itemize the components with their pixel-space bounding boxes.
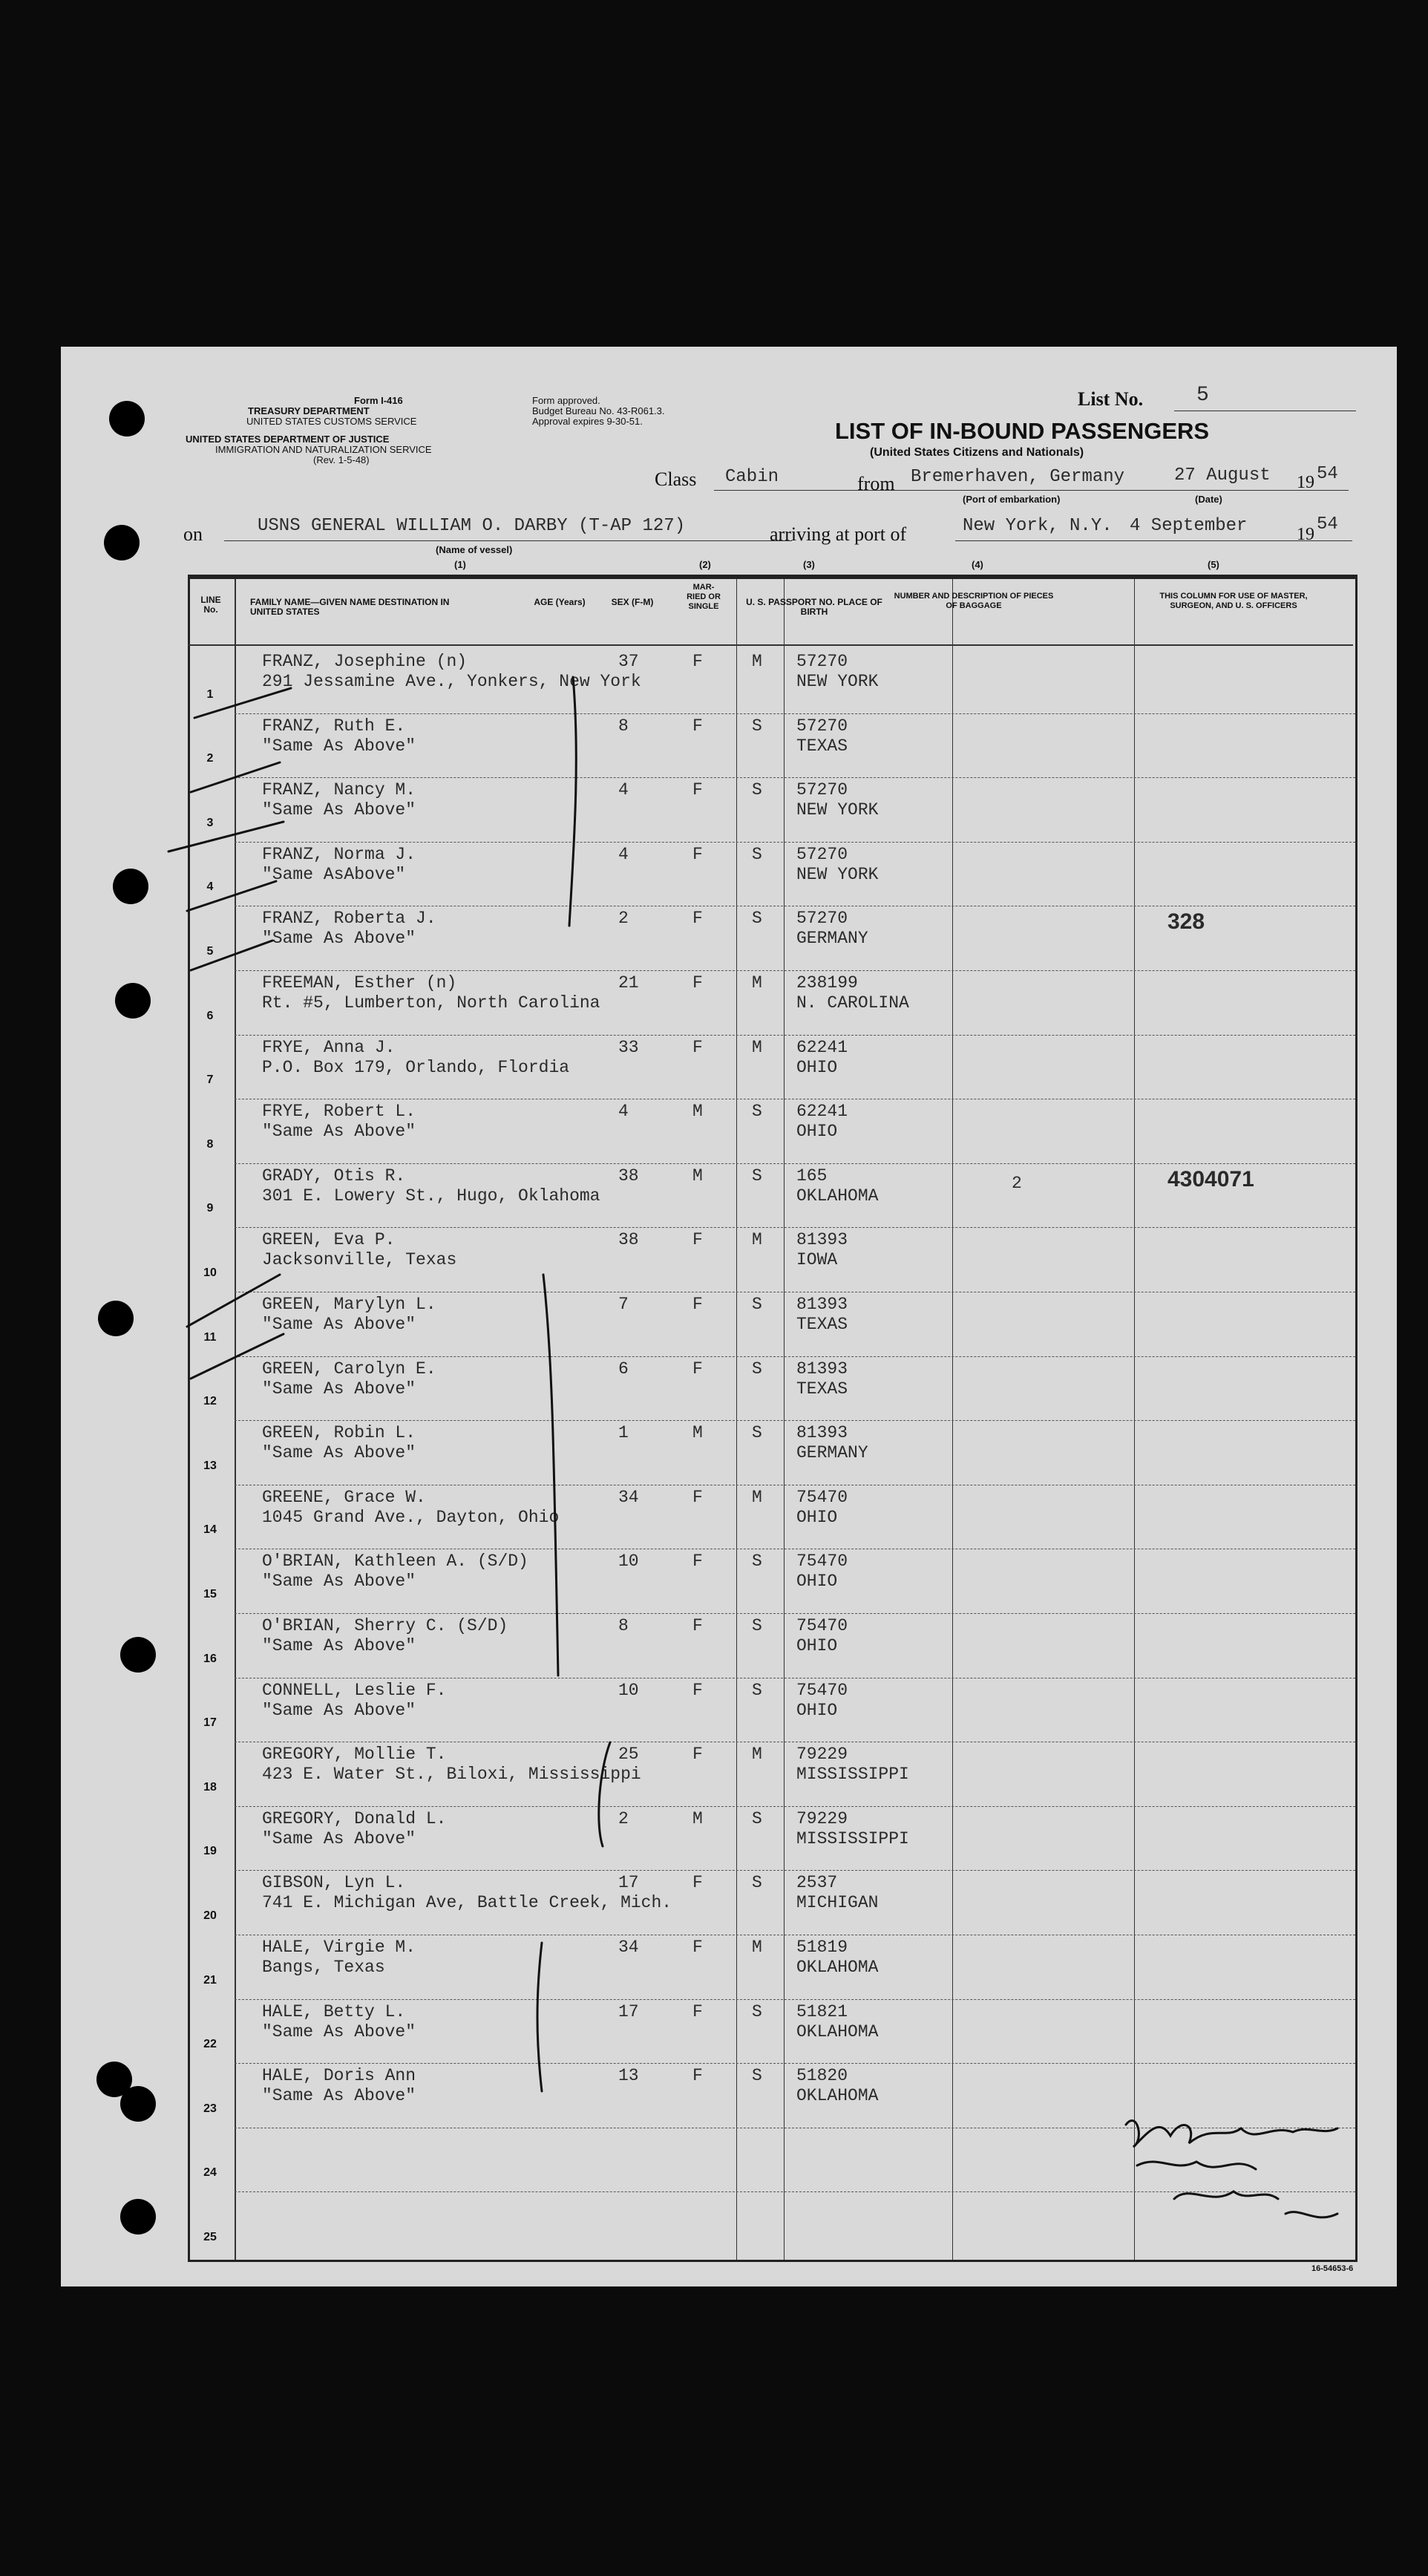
- passenger-marital: S: [752, 1166, 762, 1186]
- place-of-birth: OHIO: [796, 1122, 838, 1142]
- passport-number: 75470: [796, 1616, 848, 1635]
- passenger-destination: "Same As Above": [262, 1572, 416, 1592]
- year-prefix: 19: [1297, 473, 1314, 492]
- place-of-birth: GERMANY: [796, 1443, 868, 1463]
- place-of-birth: TEXAS: [796, 1315, 848, 1334]
- passenger-destination: 741 E. Michigan Ave, Battle Creek, Mich.: [262, 1893, 672, 1913]
- passenger-age: 38: [618, 1166, 639, 1186]
- passenger-destination: "Same As Above": [262, 1379, 416, 1399]
- passenger-sex: F: [692, 1295, 703, 1314]
- table-row: [188, 901, 1353, 966]
- col-num-3: (3): [803, 559, 815, 570]
- passenger-age: 1: [618, 1423, 629, 1443]
- passenger-marital: S: [752, 2066, 762, 2086]
- passenger-age: 37: [618, 652, 639, 671]
- passenger-destination: "Same As Above": [262, 929, 416, 949]
- table-row: [188, 1352, 1353, 1416]
- port-embark-label: (Port of embarkation): [963, 494, 1061, 505]
- line-number: 7: [206, 1073, 214, 1087]
- passenger-name: HALE, Betty L.: [262, 2001, 406, 2021]
- class-label: Class: [655, 468, 697, 490]
- table-row: [188, 1609, 1353, 1673]
- on-label: on: [183, 523, 203, 545]
- passenger-marital: S: [752, 1102, 762, 1122]
- passenger-sex: M: [692, 1808, 703, 1828]
- passenger-age: 4: [618, 1102, 629, 1122]
- punch-hole: [120, 1637, 156, 1673]
- punch-hole: [109, 401, 145, 437]
- passenger-sex: F: [692, 1680, 703, 1700]
- ins-label: IMMIGRATION AND NATURALIZATION SERVICE: [215, 444, 432, 455]
- passenger-age: 2: [618, 909, 629, 929]
- vessel-label: (Name of vessel): [436, 544, 513, 555]
- place-of-birth: NEW YORK: [796, 864, 879, 884]
- passenger-destination: "Same AsAbove": [262, 864, 406, 884]
- justice-label: UNITED STATES DEPARTMENT OF JUSTICE: [186, 434, 390, 445]
- from-value: Bremerhaven, Germany: [911, 467, 1125, 487]
- passenger-name: O'BRIAN, Sherry C. (S/D): [262, 1616, 508, 1635]
- passenger-age: 38: [618, 1230, 639, 1250]
- passenger-sex: F: [692, 909, 703, 929]
- passport-number: 79229: [796, 1808, 848, 1828]
- passenger-age: 8: [618, 1616, 629, 1635]
- header-name: FAMILY NAME—GIVEN NAME DESTINATION IN UNITED STATES: [250, 597, 450, 617]
- passenger-name: O'BRIAN, Kathleen A. (S/D): [262, 1552, 528, 1572]
- passenger-destination: Rt. #5, Lumberton, North Carolina: [262, 993, 600, 1013]
- passenger-name: HALE, Virgie M.: [262, 1938, 416, 1957]
- table-row: [188, 1287, 1353, 1352]
- table-row: [188, 1223, 1353, 1287]
- table-row: [188, 1802, 1353, 1866]
- passenger-name: FRANZ, Roberta J.: [262, 909, 436, 929]
- passenger-name: GREGORY, Mollie T.: [262, 1745, 447, 1765]
- col-num-1: (1): [454, 559, 466, 570]
- passenger-destination: "Same As Above": [262, 1443, 416, 1463]
- punch-hole: [120, 2199, 156, 2235]
- passenger-age: 13: [618, 2066, 639, 2086]
- passenger-name: CONNELL, Leslie F.: [262, 1680, 447, 1700]
- passport-number: 81393: [796, 1359, 848, 1379]
- list-no-value: 5: [1196, 384, 1209, 407]
- punch-hole: [104, 525, 140, 560]
- place-of-birth: NEW YORK: [796, 672, 879, 691]
- place-of-birth: OHIO: [796, 1057, 838, 1077]
- passenger-marital: S: [752, 1680, 762, 1700]
- place-of-birth: GERMANY: [796, 929, 868, 949]
- line-number: 16: [203, 1652, 217, 1665]
- line-number: 10: [203, 1266, 217, 1279]
- line-number: 24: [203, 2166, 217, 2180]
- place-of-birth: OKLAHOMA: [796, 2086, 879, 2106]
- officer-note: 328: [1167, 909, 1205, 935]
- passenger-marital: S: [752, 909, 762, 929]
- passenger-age: 2: [618, 1808, 629, 1828]
- vessel-underline: [224, 540, 792, 541]
- line-number: 22: [203, 2038, 217, 2051]
- line-number: 9: [206, 1202, 214, 1215]
- treasury-label: TREASURY DEPARTMENT: [248, 405, 370, 416]
- passenger-destination: 301 E. Lowery St., Hugo, Oklahoma: [262, 1186, 600, 1206]
- table-row: [188, 1094, 1353, 1159]
- place-of-birth: OHIO: [796, 1572, 838, 1592]
- place-of-birth: IOWA: [796, 1250, 838, 1270]
- passenger-destination: P.O. Box 179, Orlando, Flordia: [262, 1057, 570, 1077]
- passenger-destination: "Same As Above": [262, 1636, 416, 1655]
- line-number: 11: [203, 1330, 217, 1344]
- passenger-marital: M: [752, 973, 762, 993]
- passport-number: 81393: [796, 1230, 848, 1250]
- passenger-age: 4: [618, 780, 629, 800]
- place-of-birth: TEXAS: [796, 736, 848, 756]
- arrival-date: 4 September: [1130, 516, 1248, 536]
- passenger-name: GREEN, Marylyn L.: [262, 1295, 436, 1314]
- col-num-4: (4): [972, 559, 983, 570]
- passport-number: 2537: [796, 1873, 838, 1893]
- passport-number: 81393: [796, 1423, 848, 1443]
- passenger-name: FREEMAN, Esther (n): [262, 973, 457, 993]
- passenger-age: 10: [618, 1680, 639, 1700]
- table-row: [188, 709, 1353, 774]
- passenger-destination: "Same As Above": [262, 1315, 416, 1334]
- budget-bureau: Budget Bureau No. 43-R061.3.: [532, 405, 665, 416]
- table-row: [188, 1030, 1353, 1095]
- passenger-sex: M: [692, 1423, 703, 1443]
- passenger-name: GREEN, Eva P.: [262, 1230, 396, 1250]
- passport-number: 57270: [796, 844, 848, 864]
- place-of-birth: MICHIGAN: [796, 1893, 879, 1913]
- place-of-birth: OKLAHOMA: [796, 2021, 879, 2041]
- line-number: 2: [206, 752, 214, 765]
- passenger-name: FRANZ, Josephine (n): [262, 652, 468, 671]
- passenger-sex: F: [692, 1359, 703, 1379]
- passenger-name: GREEN, Robin L.: [262, 1423, 416, 1443]
- passenger-destination: "Same As Above": [262, 1828, 416, 1848]
- passenger-marital: S: [752, 844, 762, 864]
- passenger-age: 25: [618, 1745, 639, 1765]
- passenger-marital: S: [752, 716, 762, 736]
- passenger-destination: "Same As Above": [262, 800, 416, 820]
- manifest-page: [61, 347, 1397, 2286]
- passenger-marital: M: [752, 1037, 762, 1057]
- passenger-sex: F: [692, 716, 703, 736]
- line-number: 21: [203, 1973, 217, 1987]
- footer-code: 16-54653-6: [1311, 2264, 1354, 2273]
- passenger-name: GIBSON, Lyn L.: [262, 1873, 406, 1893]
- passport-number: 51821: [796, 2001, 848, 2021]
- table-row: [188, 1673, 1353, 1738]
- table-row: [188, 1866, 1353, 1930]
- passenger-name: FRYE, Robert L.: [262, 1102, 416, 1122]
- form-approved: Form approved.: [532, 395, 600, 406]
- passenger-age: 21: [618, 973, 639, 993]
- vessel-name: USNS GENERAL WILLIAM O. DARBY (T-AP 127): [258, 516, 686, 536]
- passenger-destination: Jacksonville, Texas: [262, 1250, 457, 1270]
- arrival-underline: [955, 540, 1352, 541]
- passenger-destination: 423 E. Water St., Biloxi, Mississippi: [262, 1765, 641, 1785]
- place-of-birth: N. CAROLINA: [796, 993, 909, 1013]
- place-of-birth: OHIO: [796, 1507, 838, 1527]
- passport-number: 57270: [796, 780, 848, 800]
- passport-number: 62241: [796, 1102, 848, 1122]
- page-subtitle: (United States Citizens and Nationals): [870, 446, 1084, 459]
- table-row: [188, 1544, 1353, 1609]
- form-number: Form I-416: [354, 395, 403, 406]
- passenger-sex: F: [692, 1616, 703, 1635]
- table-row: [188, 1737, 1353, 1802]
- header-officers: THIS COLUMN FOR USE OF MASTER, SURGEON, AND U. S. OFFICERS: [1159, 592, 1308, 610]
- passenger-marital: S: [752, 1616, 762, 1635]
- inspector-signature: [1115, 2102, 1360, 2236]
- passenger-name: GREGORY, Donald L.: [262, 1808, 447, 1828]
- from-underline: [903, 490, 1349, 491]
- passenger-destination: "Same As Above": [262, 736, 416, 756]
- passenger-age: 34: [618, 1487, 639, 1507]
- passport-number: 165: [796, 1166, 828, 1186]
- passenger-destination: "Same As Above": [262, 1700, 416, 1720]
- line-number: 23: [203, 2102, 217, 2115]
- date-value: 27 August: [1174, 465, 1271, 486]
- passport-number: 57270: [796, 909, 848, 929]
- passenger-marital: M: [752, 1938, 762, 1957]
- passenger-age: 17: [618, 1873, 639, 1893]
- passenger-age: 4: [618, 844, 629, 864]
- arriving-label: arriving at port of: [770, 523, 907, 545]
- col-num-2: (2): [699, 559, 711, 570]
- table-row: [188, 1416, 1353, 1480]
- passenger-destination: Bangs, Texas: [262, 1958, 385, 1977]
- passenger-sex: M: [692, 1102, 703, 1122]
- place-of-birth: MISSISSIPPI: [796, 1828, 909, 1848]
- year-value: 54: [1317, 464, 1338, 484]
- passenger-marital: S: [752, 1808, 762, 1828]
- passenger-sex: M: [692, 1166, 703, 1186]
- passenger-sex: F: [692, 1873, 703, 1893]
- passenger-marital: M: [752, 1487, 762, 1507]
- punch-hole: [120, 2086, 156, 2122]
- passport-number: 79229: [796, 1745, 848, 1765]
- passenger-marital: M: [752, 1230, 762, 1250]
- passport-number: 75470: [796, 1487, 848, 1507]
- passenger-name: HALE, Doris Ann: [262, 2066, 416, 2086]
- line-number: 25: [203, 2230, 217, 2243]
- passenger-sex: F: [692, 1552, 703, 1572]
- passport-number: 51820: [796, 2066, 848, 2086]
- passenger-age: 34: [618, 1938, 639, 1957]
- line-number: 14: [203, 1523, 217, 1537]
- passenger-sex: F: [692, 1487, 703, 1507]
- passenger-destination: "Same As Above": [262, 2021, 416, 2041]
- passenger-marital: M: [752, 652, 762, 671]
- rev-label: (Rev. 1-5-48): [313, 454, 370, 465]
- line-number: 6: [206, 1009, 214, 1022]
- punch-hole: [115, 983, 151, 1019]
- passenger-name: GREENE, Grace W.: [262, 1487, 426, 1507]
- line-number: 12: [203, 1395, 217, 1408]
- passport-number: 75470: [796, 1680, 848, 1700]
- line-number: 3: [206, 816, 214, 829]
- passenger-sex: F: [692, 1938, 703, 1957]
- passenger-sex: F: [692, 2066, 703, 2086]
- header-line-no: LINE No.: [200, 595, 221, 615]
- passenger-destination: 291 Jessamine Ave., Yonkers, New York: [262, 672, 641, 691]
- from-label: from: [857, 473, 895, 494]
- passenger-marital: S: [752, 780, 762, 800]
- date-label: (Date): [1195, 494, 1222, 505]
- header-sex: SEX (F-M): [611, 597, 654, 607]
- passport-number: 62241: [796, 1037, 848, 1057]
- line-number: 13: [203, 1459, 217, 1472]
- passenger-age: 33: [618, 1037, 639, 1057]
- passenger-destination: "Same As Above": [262, 1122, 416, 1142]
- passenger-sex: F: [692, 973, 703, 993]
- passenger-marital: S: [752, 1359, 762, 1379]
- passenger-sex: F: [692, 1745, 703, 1765]
- line-number: 8: [206, 1137, 214, 1151]
- table-row: [188, 966, 1353, 1030]
- place-of-birth: TEXAS: [796, 1379, 848, 1399]
- passenger-marital: S: [752, 1873, 762, 1893]
- passenger-marital: S: [752, 1552, 762, 1572]
- passenger-age: 7: [618, 1295, 629, 1314]
- passenger-name: GREEN, Carolyn E.: [262, 1359, 436, 1379]
- list-no-label: List No.: [1078, 388, 1144, 410]
- table-row: [188, 1930, 1353, 1995]
- header-age: AGE (Years): [534, 597, 586, 607]
- place-of-birth: NEW YORK: [796, 800, 879, 820]
- header-married: MAR-RIED OR SINGLE: [687, 583, 721, 611]
- table-row: [188, 1159, 1353, 1223]
- class-value: Cabin: [725, 467, 779, 487]
- line-number: 4: [206, 880, 214, 894]
- passport-number: 81393: [796, 1295, 848, 1314]
- place-of-birth: OHIO: [796, 1636, 838, 1655]
- table-row: [188, 1995, 1353, 2059]
- passenger-sex: F: [692, 780, 703, 800]
- passenger-sex: F: [692, 652, 703, 671]
- place-of-birth: OKLAHOMA: [796, 1958, 879, 1977]
- header-passport: U. S. PASSPORT NO. PLACE OF BIRTH: [746, 597, 882, 617]
- baggage-count: 2: [1012, 1173, 1022, 1193]
- line-number: 15: [203, 1587, 217, 1601]
- passport-number: 57270: [796, 652, 848, 671]
- passenger-age: 10: [618, 1552, 639, 1572]
- place-of-birth: OHIO: [796, 1700, 838, 1720]
- passenger-name: FRANZ, Norma J.: [262, 844, 416, 864]
- arrival-year: 54: [1317, 514, 1338, 535]
- line-number: 20: [203, 1909, 217, 1922]
- line-number: 5: [206, 944, 214, 958]
- passport-number: 51819: [796, 1938, 848, 1957]
- passenger-marital: S: [752, 1423, 762, 1443]
- passenger-destination: 1045 Grand Ave., Dayton, Ohio: [262, 1507, 560, 1527]
- officer-note: 4304071: [1167, 1166, 1254, 1191]
- passenger-marital: M: [752, 1745, 762, 1765]
- passenger-marital: S: [752, 1295, 762, 1314]
- line-number: 1: [206, 687, 214, 701]
- punch-hole: [98, 1301, 134, 1336]
- line-number: 18: [203, 1780, 217, 1794]
- table-row: [188, 644, 1353, 709]
- arrival-port: New York, N.Y.: [963, 516, 1113, 536]
- table-row: [188, 773, 1353, 837]
- passport-number: 75470: [796, 1552, 848, 1572]
- passenger-age: 17: [618, 2001, 639, 2021]
- punch-hole: [113, 869, 148, 904]
- col-num-5: (5): [1208, 559, 1219, 570]
- passenger-name: FRANZ, Ruth E.: [262, 716, 406, 736]
- passenger-sex: F: [692, 2001, 703, 2021]
- customs-label: UNITED STATES CUSTOMS SERVICE: [246, 416, 417, 427]
- place-of-birth: MISSISSIPPI: [796, 1765, 909, 1785]
- table-row: [188, 1480, 1353, 1545]
- page-title: LIST OF IN-BOUND PASSENGERS: [835, 418, 1210, 444]
- place-of-birth: OKLAHOMA: [796, 1186, 879, 1206]
- passenger-name: FRYE, Anna J.: [262, 1037, 396, 1057]
- passenger-sex: F: [692, 1230, 703, 1250]
- passenger-marital: S: [752, 2001, 762, 2021]
- passenger-age: 8: [618, 716, 629, 736]
- passenger-age: 6: [618, 1359, 629, 1379]
- passenger-destination: "Same As Above": [262, 2086, 416, 2106]
- passenger-sex: F: [692, 844, 703, 864]
- passenger-name: FRANZ, Nancy M.: [262, 780, 416, 800]
- line-number: 17: [203, 1716, 217, 1730]
- passport-number: 57270: [796, 716, 848, 736]
- passenger-name: GRADY, Otis R.: [262, 1166, 406, 1186]
- table-row: [188, 837, 1353, 902]
- arrival-year-prefix: 19: [1297, 525, 1314, 544]
- approval-expires: Approval expires 9-30-51.: [532, 416, 643, 427]
- line-number: 19: [203, 1845, 217, 1858]
- passport-number: 238199: [796, 973, 858, 993]
- passenger-sex: F: [692, 1037, 703, 1057]
- header-baggage: NUMBER AND DESCRIPTION OF PIECES OF BAGGAGE: [894, 592, 1054, 610]
